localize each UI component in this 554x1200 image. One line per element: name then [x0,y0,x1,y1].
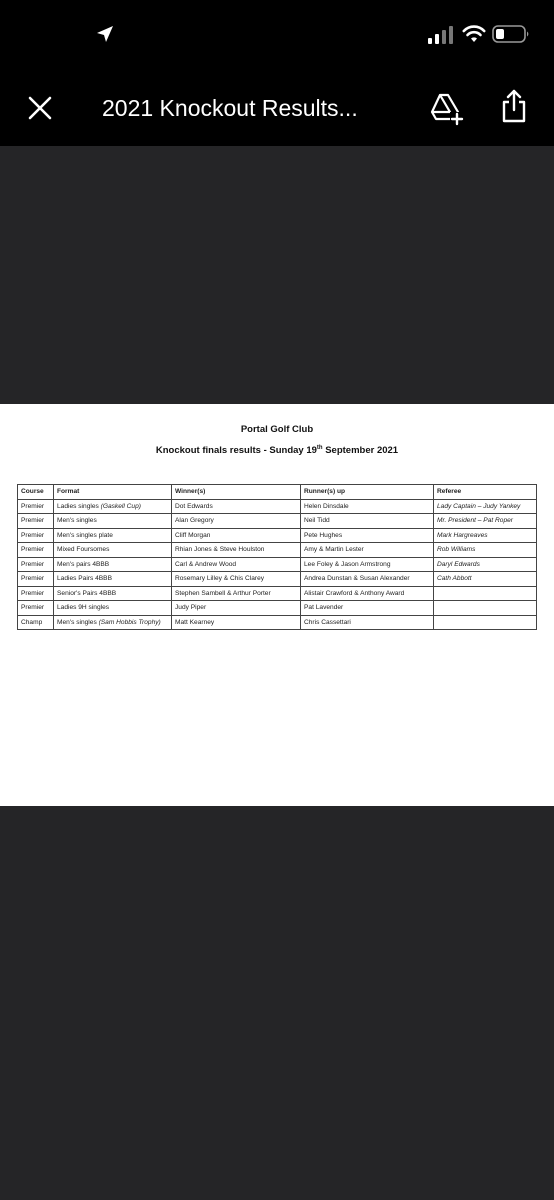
cell-winner: Cliff Morgan [172,528,301,543]
share-icon[interactable] [500,88,528,124]
cell-course: Premier [18,528,54,543]
cell-format [54,572,172,587]
cell-course: Premier [18,514,54,529]
cell-format [54,557,172,572]
cell-course: Premier [18,586,54,601]
battery-icon [492,24,530,44]
cellular-signal-icon [428,26,454,44]
cell-referee: Mr. President – Pat Roper [434,514,537,529]
cell-runner-up: Pete Hughes [301,528,434,543]
cell-referee: Mark Hargreaves [434,528,537,543]
format-text: Ladies 9H singles [57,604,110,612]
add-to-drive-icon[interactable] [428,90,464,126]
table-row [18,615,537,630]
table-row [18,572,537,587]
cell-course: Premier [18,557,54,572]
cell-winner: Carl & Andrew Wood [172,557,301,572]
format-text: Ladies singles [57,502,101,510]
cell-format [54,615,172,630]
cell-course: Premier [18,572,54,587]
cell-runner-up: Alistair Crawford & Anthony Award [301,586,434,601]
cell-format [54,499,172,514]
column-header-winner: Winner(s) [172,485,301,500]
column-header-course: Course [18,485,54,500]
subtitle-ordinal: th [316,445,323,451]
cell-winner: Judy Piper [172,601,301,616]
table-row [18,514,537,529]
table-row [18,499,537,514]
cell-runner-up: Lee Foley & Jason Armstrong [301,557,434,572]
column-header-format: Format [54,485,172,500]
cell-referee [434,601,537,616]
format-text: Men's singles [57,618,99,626]
status-time: 20:16 [32,20,90,45]
format-text: Men's singles plate [57,531,113,539]
cell-runner-up: Neil Tidd [301,514,434,529]
format-text: Mixed Foursomes [57,546,110,554]
location-arrow-icon [96,25,114,43]
format-text: Senior's Pairs 4BBB [57,589,117,597]
cell-referee: Cath Abbott [434,572,537,587]
close-icon[interactable] [26,94,54,122]
cell-format [54,586,172,601]
wifi-icon [462,24,486,44]
subtitle-suffix: September 2021 [322,445,399,457]
column-header-runner-up: Runner(s) up [301,485,434,500]
table-header-row [18,485,537,500]
format-note: (Sam Hobbis Trophy) [98,618,161,626]
results-subtitle [0,445,554,456]
cell-runner-up: Helen Dinsdale [301,499,434,514]
table-row [18,601,537,616]
cell-course: Premier [18,543,54,558]
table-row [18,528,537,543]
format-text: Men's singles [57,517,97,525]
table-row [18,557,537,572]
cell-runner-up: Andrea Dunstan & Susan Alexander [301,572,434,587]
cell-runner-up: Chris Cassettari [301,615,434,630]
cell-winner: Matt Kearney [172,615,301,630]
table-row [18,586,537,601]
cell-course: Premier [18,601,54,616]
cell-winner: Alan Gregory [172,514,301,529]
format-text: Ladies Pairs 4BBB [57,575,112,583]
cell-referee [434,586,537,601]
cell-course: Premier [18,499,54,514]
cell-format [54,543,172,558]
cell-format [54,601,172,616]
subtitle-prefix: Knockout finals results - Sunday 19 [155,445,317,457]
document-title: 2021 Knockout Results... [102,95,358,121]
cell-course: Champ [18,615,54,630]
cell-referee: Lady Captain – Judy Yankey [434,499,537,514]
table-row [18,543,537,558]
cell-format [54,528,172,543]
cell-runner-up: Pat Lavender [301,601,434,616]
cell-winner: Dot Edwards [172,499,301,514]
cell-referee [434,615,537,630]
cell-referee: Rob Williams [434,543,537,558]
format-note: (Gaskell Cup) [100,502,141,510]
format-text: Men's pairs 4BBB [57,560,110,568]
results-table [17,484,537,630]
cell-winner: Rhian Jones & Steve Houlston [172,543,301,558]
cell-referee: Daryl Edwards [434,557,537,572]
cell-format [54,514,172,529]
cell-runner-up: Amy & Martin Lester [301,543,434,558]
cell-winner: Rosemary Lilley & Chis Clarey [172,572,301,587]
club-name: Portal Golf Club [240,424,314,435]
cell-winner: Stephen Sambell & Arthur Porter [172,586,301,601]
column-header-referee: Referee [434,485,537,500]
